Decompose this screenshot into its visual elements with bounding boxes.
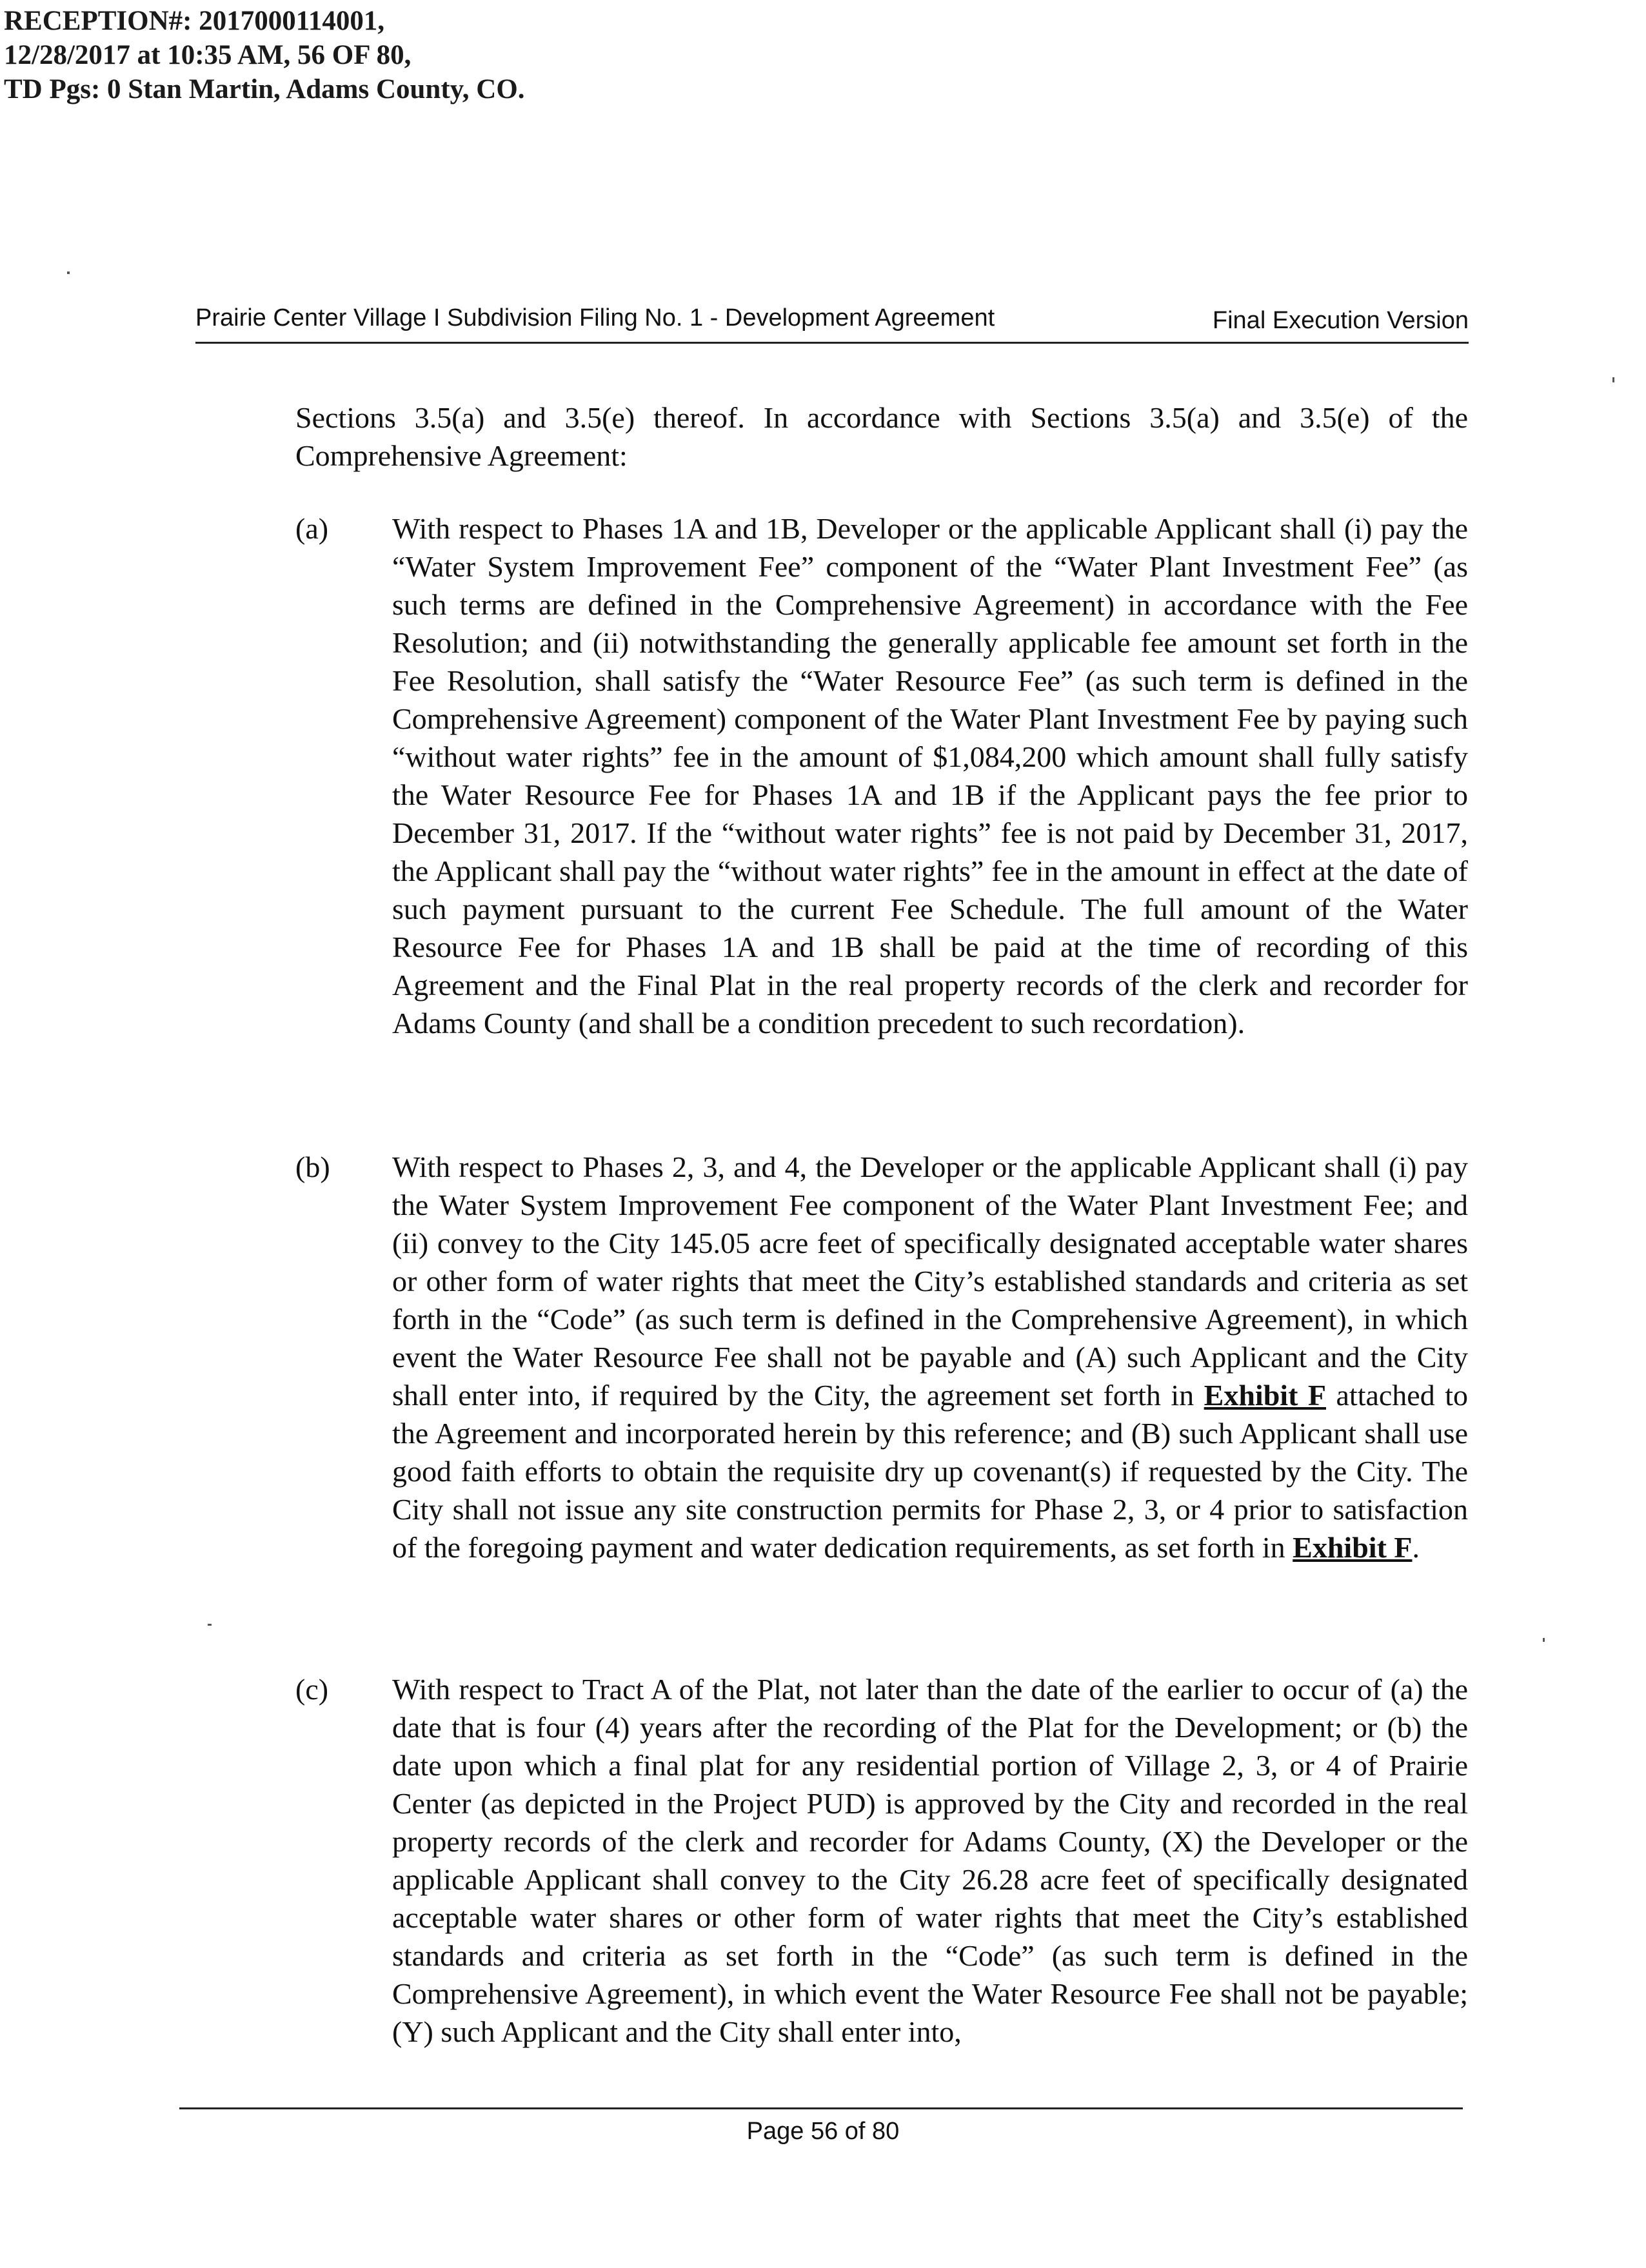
subsection-text-part: With respect to Phases 2, 3, and 4, the Developer or the applicable Applicant shall (i) pay the Water System Improvement Fee component of the Water Plant Investment Fee; and (ii) convey to the City 145.05 acre feet of specifically designated acceptable water shares or other form of water rights that meet the City’s established standards and criteria as set forth in the “Code” (as such term is defined in the Comprehensive Agreement), in which event the Water Resource Fee shall not be payable and (A) such Applicant and the City shall enter into, if required by the City, the agreement set forth in <box>392 1150 1468 1412</box>
subsection-text-part: . <box>1412 1531 1420 1564</box>
subsection-label: (a) <box>295 512 329 545</box>
subsection-text: With respect to Tract A of the Plat, not later than the date of the earlier to occur of (a) the date that is four (4) years after the recording of the Plat for the Development; or (b) the date upon which a final plat for any residential portion of Village 2, 3, or 4 of Prairie Center (as depicted in the Project PUD) is approved by the City and recorded in the real property records of the clerk and recorder for Adams County, (X) the Developer or the applicable Applicant shall convey to the City 26.28 acre feet of specifically designated acceptable water shares or other form of water rights that meet the City’s established standards and criteria as set forth in the “Code” (as such term is defined in the Comprehensive Agreement), in which event the Water Resource Fee shall not be payable; (Y) such Applicant and the City shall enter into, <box>392 1673 1468 2048</box>
recording-stamp <box>4 4 525 106</box>
document-title: Prairie Center Village I Subdivision Filing No. 1 - Development Agreement <box>195 304 995 331</box>
subsection-text: With respect to Phases 1A and 1B, Developer or the applicable Applicant shall (i) pay the “Water System Improvement Fee” component of the “Water Plant Investment Fee” (as such terms are defined in the Comprehensive Agreement) in accordance with the Fee Resolution; and (ii) notwithstanding the generally applicable fee amount set forth in the Fee Resolution, shall satisfy the “Water Resource Fee” (as such term is defined in the Comprehensive Agreement) component of the Water Plant Investment Fee by paying such “without water rights” fee in the amount of $1,084,200 which amount shall fully satisfy the Water Resource Fee for Phases 1A and 1B if the Applicant pays the fee prior to December 31, 2017. If the “without water rights” fee is not paid by December 31, 2017, the Applicant shall pay the “without water rights” fee in the amount in effect at the date of such payment pursuant to the current Fee Schedule. The full amount of the Water Resource Fee for Phases 1A and 1B shall be paid at the time of recording of this Agreement and the Final Plat in the real property records of the clerk and recorder for Adams County (and shall be a condition precedent to such recordation). <box>392 512 1468 1040</box>
scan-speck <box>1543 1638 1545 1642</box>
intro-paragraph: Sections 3.5(a) and 3.5(e) thereof. In accordance with Sections 3.5(a) and 3.5(e) of the Comprehensive Agreement: <box>295 401 1468 472</box>
stamp-line-county: TD Pgs: 0 Stan Martin, Adams County, CO. <box>4 74 525 104</box>
footer-divider <box>179 2107 1463 2109</box>
exhibit-f-reference: Exhibit F <box>1293 1531 1413 1564</box>
running-header <box>195 299 1469 344</box>
version-label: Final Execution Version <box>1212 307 1469 334</box>
subsection-text-part: attached to the Agreement and incorporated herein by this reference; and (B) such Applicant shall use good faith efforts to obtain the requisite dry up covenant(s) if requested by the City. The City shall not issue any site construction permits for Phase 2, 3, or 4 prior to satisfaction of the foregoing payment and water dedication requirements, as set forth in <box>392 1379 1469 1564</box>
scan-speck <box>208 1624 212 1626</box>
scan-speck <box>1612 377 1614 382</box>
scan-speck <box>67 271 70 274</box>
subsection-label: (c) <box>295 1673 329 1706</box>
stamp-line-reception: RECEPTION#: 2017000114001, <box>4 6 385 36</box>
exhibit-f-reference: Exhibit F <box>1204 1379 1326 1412</box>
subsection-text <box>392 1148 1468 1566</box>
page-number: Page 56 of 80 <box>746 2118 900 2145</box>
stamp-line-datetime: 12/28/2017 at 10:35 AM, 56 OF 80, <box>4 40 411 70</box>
subsection-label: (b) <box>295 1150 330 1183</box>
